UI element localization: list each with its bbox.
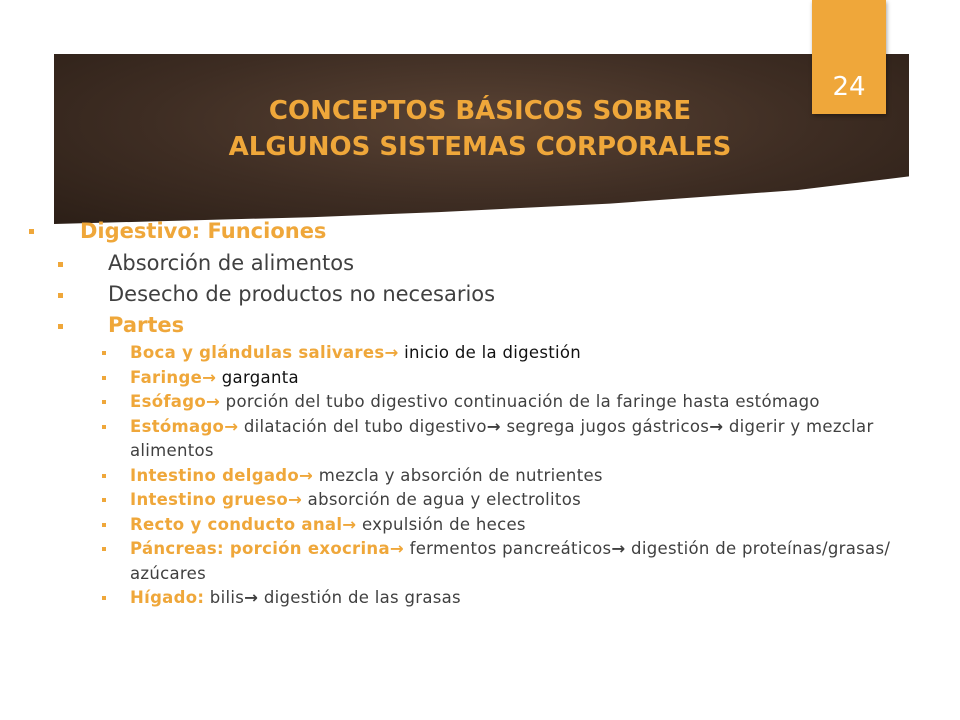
bullet-list — [0, 214, 960, 611]
right-arrow-icon: → — [389, 539, 405, 558]
right-arrow-icon: → — [384, 343, 399, 362]
part-description: fermentos pancreáticos — [404, 539, 612, 558]
part-name: Esófago — [130, 392, 206, 411]
slide-title — [140, 93, 820, 165]
list-item-function — [0, 248, 960, 279]
list-item-part — [0, 464, 960, 489]
list-item-function — [0, 279, 960, 310]
part-name: Intestino delgado — [130, 465, 300, 485]
part-description: absorción de agua y electrolitos — [302, 490, 581, 509]
square-bullet-icon — [102, 547, 106, 551]
part-description: porción del tubo digestivo continuación de la faringe hasta estómago — [220, 392, 820, 411]
right-arrow-icon: → — [299, 465, 314, 485]
part-name: Hígado: — [130, 588, 205, 607]
list-item-part — [0, 537, 960, 586]
parts-label: Partes — [108, 313, 185, 337]
part-name: Faringe — [130, 367, 203, 387]
list-item-part — [0, 415, 960, 464]
right-arrow-icon: → — [288, 490, 303, 509]
square-bullet-icon — [102, 523, 106, 527]
list-item-part — [0, 341, 960, 366]
part-name: Boca y glándulas salivares — [130, 343, 385, 362]
list-item-part — [0, 586, 960, 611]
right-arrow-icon: → — [611, 539, 626, 558]
list-item-parts — [0, 310, 960, 341]
right-arrow-icon: → — [244, 588, 259, 607]
section-heading: Digestivo: Funciones — [80, 219, 327, 243]
part-description: digestión de proteínas/grasas/ azúcares — [130, 539, 891, 583]
list-item-heading — [0, 214, 960, 248]
square-bullet-icon — [102, 376, 106, 380]
right-arrow-icon: → — [206, 392, 221, 411]
part-name: Recto y conducto anal — [130, 514, 343, 534]
list-item-part — [0, 488, 960, 513]
square-bullet-icon — [58, 293, 63, 298]
function-text: Absorción de alimentos — [108, 251, 355, 275]
part-description: inicio de la digestión — [398, 343, 582, 362]
right-arrow-icon: → — [709, 416, 724, 436]
square-bullet-icon — [102, 498, 106, 502]
slide-title-line-1: CONCEPTOS BÁSICOS SOBRE — [268, 96, 692, 126]
part-name: Páncreas: porción exocrina — [130, 539, 390, 558]
page-number-tab — [812, 0, 886, 114]
right-arrow-icon: → — [342, 514, 357, 534]
square-bullet-icon — [58, 262, 63, 267]
right-arrow-icon: → — [224, 416, 239, 436]
list-item-part — [0, 390, 960, 415]
part-description: expulsión de heces — [356, 514, 526, 534]
part-description: digestión de las grasas — [258, 588, 461, 607]
part-description: dilatación del tubo digestivo — [238, 416, 487, 436]
right-arrow-icon: → — [202, 367, 217, 387]
square-bullet-icon — [102, 400, 106, 404]
part-description: digerir y mezclar alimentos — [130, 416, 874, 460]
square-bullet-icon — [102, 596, 106, 600]
square-bullet-icon — [102, 425, 106, 429]
part-description: garganta — [216, 367, 299, 387]
slide-title-line-2: ALGUNOS SISTEMAS CORPORALES — [228, 132, 732, 162]
part-description: mezcla y absorción de nutrientes — [313, 465, 603, 485]
part-description: bilis — [204, 588, 245, 607]
function-text: Desecho de productos no necesarios — [108, 282, 496, 306]
slide-content — [0, 214, 960, 611]
right-arrow-icon: → — [486, 416, 501, 436]
page-number: 24 — [832, 72, 866, 102]
list-item-part — [0, 366, 960, 391]
list-item-part — [0, 513, 960, 538]
part-name: Estómago — [130, 416, 225, 436]
square-bullet-icon — [29, 229, 34, 234]
square-bullet-icon — [58, 324, 63, 329]
square-bullet-icon — [102, 351, 106, 355]
part-name: Intestino grueso — [130, 490, 288, 509]
part-description: segrega jugos gástricos — [500, 416, 710, 436]
square-bullet-icon — [102, 474, 106, 478]
